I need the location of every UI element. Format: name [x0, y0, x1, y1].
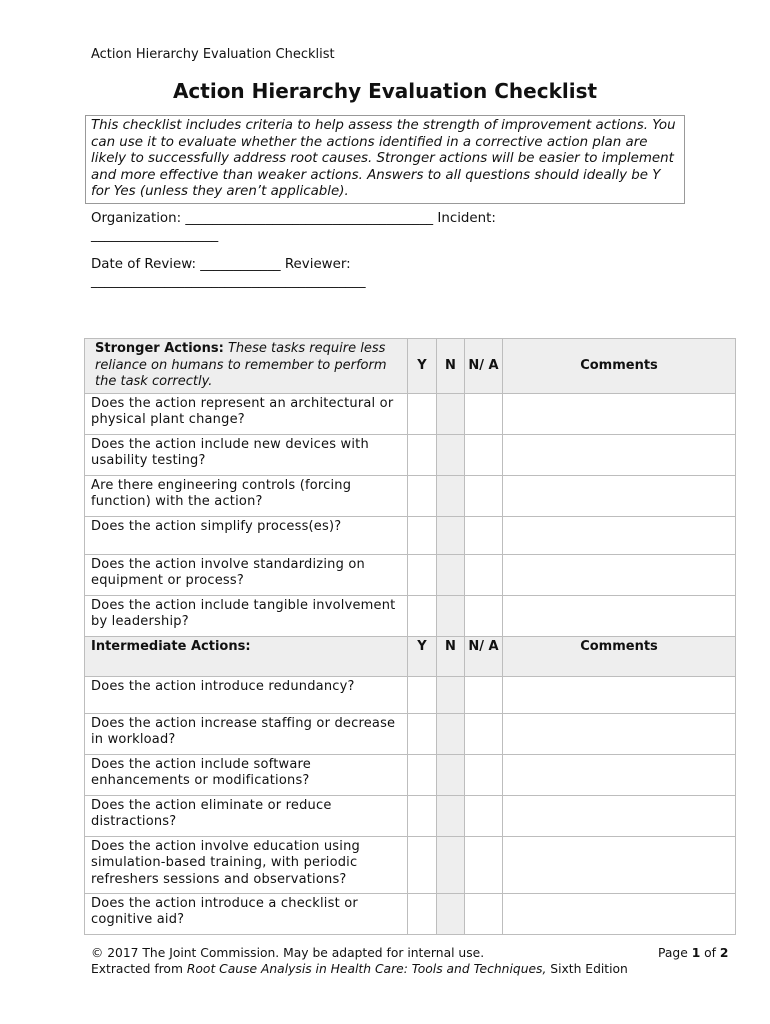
answer-y-cell[interactable] — [408, 475, 437, 516]
answer-na-cell[interactable] — [465, 795, 503, 836]
page-total: 2 — [719, 946, 729, 960]
source-edition: Sixth Edition — [546, 962, 628, 976]
section-description: These tasks require less reliance on humans to remember to perform the task correctly. — [95, 341, 387, 389]
footer-source — [91, 962, 628, 976]
answer-n-cell[interactable] — [437, 475, 465, 516]
page-current: 1 — [691, 946, 701, 960]
column-n-header: N — [437, 339, 465, 394]
comments-cell[interactable] — [503, 713, 736, 754]
column-y-header: Y — [408, 636, 437, 676]
answer-y-cell[interactable] — [408, 795, 437, 836]
answer-n-cell[interactable] — [437, 393, 465, 434]
table-row — [85, 393, 736, 434]
column-comments-header: Comments — [503, 636, 736, 676]
answer-n-cell[interactable] — [437, 516, 465, 554]
comments-cell[interactable] — [503, 554, 736, 595]
answer-n-cell[interactable] — [437, 434, 465, 475]
intermediate-actions-heading-cell — [85, 636, 408, 676]
column-na-header: N/ A — [465, 339, 503, 394]
answer-n-cell[interactable] — [437, 554, 465, 595]
question-text: Does the action include tangible involvement by leadership? — [85, 595, 408, 636]
answer-na-cell[interactable] — [465, 554, 503, 595]
comments-cell[interactable] — [503, 676, 736, 713]
table-row — [85, 554, 736, 595]
answer-na-cell[interactable] — [465, 516, 503, 554]
answer-n-cell[interactable] — [437, 595, 465, 636]
question-text: Does the action introduce redundancy? — [85, 676, 408, 713]
answer-y-cell[interactable] — [408, 516, 437, 554]
comments-cell[interactable] — [503, 893, 736, 934]
answer-n-cell[interactable] — [437, 836, 465, 893]
date-field[interactable]: ____________ — [200, 257, 281, 272]
answer-na-cell[interactable] — [465, 595, 503, 636]
answer-na-cell[interactable] — [465, 475, 503, 516]
table-row — [85, 676, 736, 713]
answer-y-cell[interactable] — [408, 836, 437, 893]
answer-y-cell[interactable] — [408, 676, 437, 713]
question-text: Does the action involve standardizing on equipment or process? — [85, 554, 408, 595]
answer-y-cell[interactable] — [408, 554, 437, 595]
question-text: Does the action simplify process(es)? — [85, 516, 408, 554]
running-header: Action Hierarchy Evaluation Checklist — [91, 47, 335, 62]
page-number — [658, 946, 728, 960]
section-heading: Intermediate Actions: — [91, 638, 251, 654]
table-row — [85, 475, 736, 516]
table-row — [85, 595, 736, 636]
comments-cell[interactable] — [503, 516, 736, 554]
source-prefix: Extracted from — [91, 962, 187, 976]
page-word: Page — [658, 946, 692, 960]
question-text: Does the action include new devices with usability testing? — [85, 434, 408, 475]
intro-box: This checklist includes criteria to help assess the strength of improvement actions. You can use it to evaluate whether the actions identified in a corrective action plan are likely to successfully address root causes. Stronger actions will be easier to implement and more effective than weaker actions. Answers to all questions should ideally be Y for Yes (unless they aren’t applicable). — [85, 115, 685, 204]
section-heading: Stronger Actions: — [95, 341, 224, 356]
answer-na-cell[interactable] — [465, 393, 503, 434]
answer-y-cell[interactable] — [408, 434, 437, 475]
date-reviewer-line — [91, 256, 691, 290]
comments-cell[interactable] — [503, 754, 736, 795]
organization-incident-line — [91, 210, 691, 244]
column-y-header: Y — [408, 339, 437, 394]
comments-cell[interactable] — [503, 836, 736, 893]
question-text: Does the action increase staffing or decrease in workload? — [85, 713, 408, 754]
question-text: Does the action represent an architectural or physical plant change? — [85, 393, 408, 434]
table-row — [85, 754, 736, 795]
incident-field[interactable]: ___________________ — [91, 228, 219, 243]
stronger-actions-heading-cell — [85, 339, 408, 394]
column-comments-header: Comments — [503, 339, 736, 394]
comments-cell[interactable] — [503, 475, 736, 516]
answer-n-cell[interactable] — [437, 676, 465, 713]
question-text: Does the action introduce a checklist or cognitive aid? — [85, 893, 408, 934]
comments-cell[interactable] — [503, 595, 736, 636]
answer-y-cell[interactable] — [408, 893, 437, 934]
table-row — [85, 795, 736, 836]
answer-y-cell[interactable] — [408, 754, 437, 795]
table-row — [85, 516, 736, 554]
comments-cell[interactable] — [503, 795, 736, 836]
question-text: Does the action involve education using simulation-based training, with periodic refreshers sessions and observations? — [85, 836, 408, 893]
stronger-actions-header-row — [85, 339, 736, 394]
reviewer-field[interactable]: _________________________________________ — [91, 274, 366, 289]
column-n-header: N — [437, 636, 465, 676]
question-text: Does the action eliminate or reduce distractions? — [85, 795, 408, 836]
table-row — [85, 893, 736, 934]
answer-y-cell[interactable] — [408, 713, 437, 754]
answer-n-cell[interactable] — [437, 713, 465, 754]
answer-na-cell[interactable] — [465, 893, 503, 934]
answer-y-cell[interactable] — [408, 393, 437, 434]
footer-copyright: © 2017 The Joint Commission. May be adapted for internal use. — [91, 946, 485, 960]
answer-n-cell[interactable] — [437, 754, 465, 795]
question-text: Does the action include software enhancements or modifications? — [85, 754, 408, 795]
answer-n-cell[interactable] — [437, 893, 465, 934]
table-row — [85, 836, 736, 893]
answer-na-cell[interactable] — [465, 754, 503, 795]
answer-n-cell[interactable] — [437, 795, 465, 836]
incident-label: Incident: — [437, 211, 496, 226]
checklist-table — [84, 338, 736, 935]
source-title: Root Cause Analysis in Health Care: Tools and Techniques, — [186, 962, 547, 976]
organization-field[interactable]: _____________________________________ — [185, 211, 434, 226]
page-title: Action Hierarchy Evaluation Checklist — [172, 79, 598, 103]
answer-na-cell[interactable] — [465, 713, 503, 754]
organization-label: Organization: — [91, 211, 182, 226]
column-na-header: N/ A — [465, 636, 503, 676]
table-row — [85, 434, 736, 475]
page-of: of — [700, 946, 720, 960]
answer-na-cell[interactable] — [465, 676, 503, 713]
comments-cell[interactable] — [503, 434, 736, 475]
table-row — [85, 713, 736, 754]
intermediate-actions-header-row — [85, 636, 736, 676]
answer-y-cell[interactable] — [408, 595, 437, 636]
answer-na-cell[interactable] — [465, 434, 503, 475]
question-text: Are there engineering controls (forcing function) with the action? — [85, 475, 408, 516]
comments-cell[interactable] — [503, 393, 736, 434]
date-label: Date of Review: — [91, 257, 196, 272]
reviewer-label: Reviewer: — [284, 257, 351, 272]
answer-na-cell[interactable] — [465, 836, 503, 893]
